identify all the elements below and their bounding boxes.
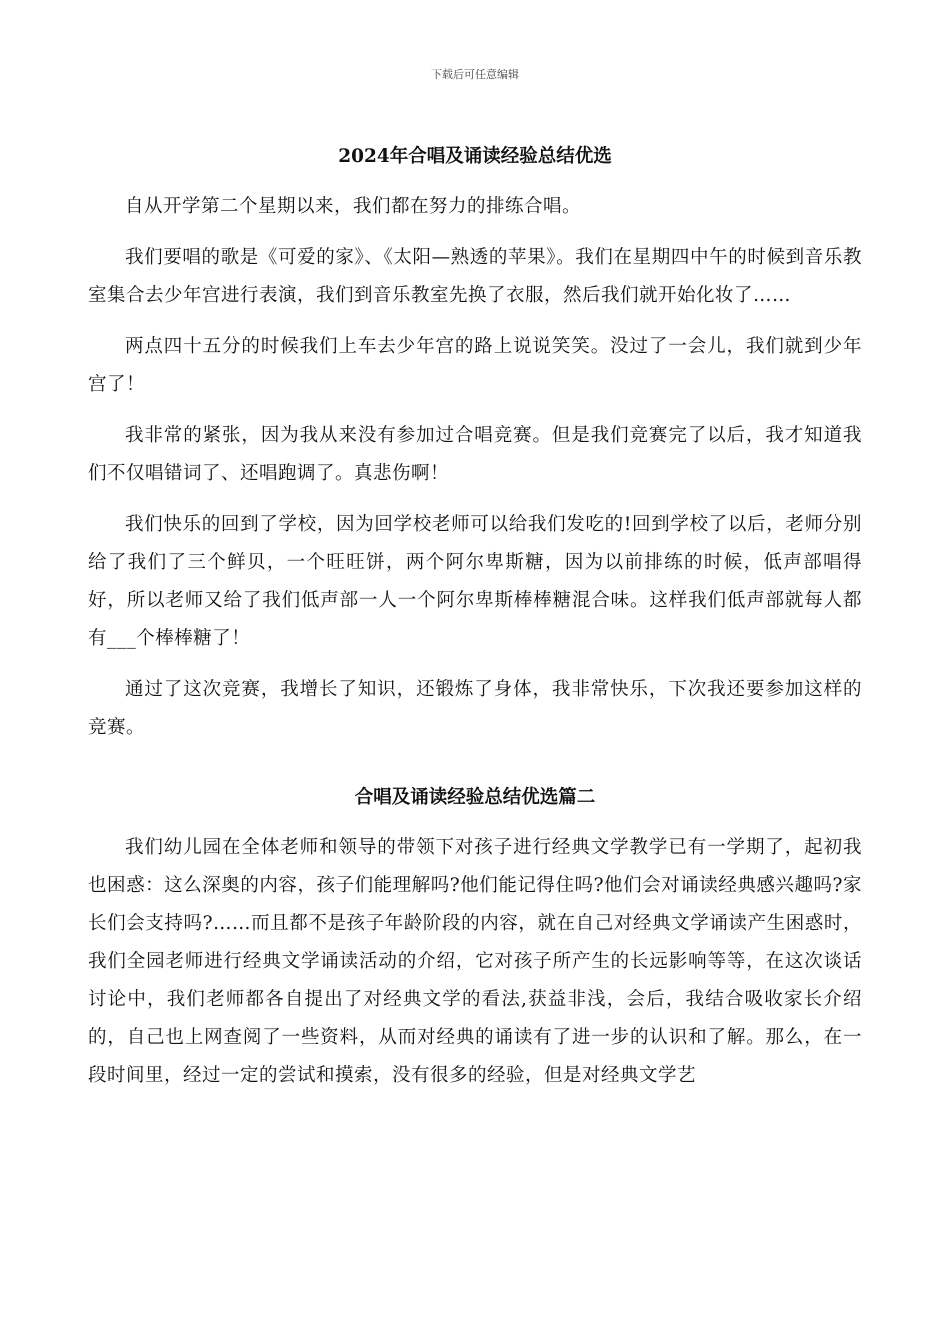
- paragraph: 我们幼儿园在全体老师和领导的带领下对孩子进行经典文学教学已有一学期了，起初我也困惑：这么深奥的内容，孩子们能理解吗?他们能记得住吗?他们会对诵读经典感兴趣吗?家长们会支持吗?……而且都不是孩子年龄阶段的内容，就在自己对经典文学诵读产生困惑时，我们全园老师进行经典文学诵读活动的介绍，它对孩子所产生的长远影响等等，在这次谈话讨论中，我们老师都各自提出了对经典文学的看法,获益非浅，会后，我结合吸收家长介绍的，自己也上网查阅了一些资料，从而对经典的诵读有了进一步的认识和了解。那么，在一段时间里，经过一定的尝试和摸索，没有很多的经验，但是对经典文学艺: [88, 837, 862, 1086]
- paragraph: 两点四十五分的时候我们上车去少年宫的路上说说笑笑。没过了一会儿，我们就到少年宫了！: [88, 336, 862, 395]
- section1-title: 2024年合唱及诵读经验总结优选: [338, 146, 612, 167]
- paragraph: 我非常的紧张，因为我从来没有参加过合唱竞赛。但是我们竞赛完了以后，我才知道我们不仅唱错词了、还唱跑调了。真悲伤啊！: [88, 425, 862, 484]
- paragraph: 我们要唱的歌是《可爱的家》、《太阳—熟透的苹果》。我们在星期四中午的时候到音乐教室集合去少年宫进行表演，我们到音乐教室先换了衣服，然后我们就开始化妆了……: [88, 247, 862, 306]
- header-note: 下载后可任意编辑: [431, 68, 519, 81]
- paragraph: 我们快乐的回到了学校，因为回学校老师可以给我们发吃的!回到学校了以后，老师分别给了我们了三个鲜贝，一个旺旺饼，两个阿尔卑斯糖，因为以前排练的时候，低声部唱得好，所以老师又给了我们低声部一人一个阿尔卑斯棒棒糖混合味。这样我们低声部就每人都有___个棒棒糖了！: [88, 514, 862, 649]
- paragraph: 自从开学第二个星期以来，我们都在努力的排练合唱。: [125, 196, 582, 217]
- paragraph: 通过了这次竞赛，我增长了知识，还锻炼了身体，我非常快乐，下次我还要参加这样的竞赛。: [88, 679, 862, 738]
- document-body: [88, 140, 862, 1108]
- section2-title: 合唱及诵读经验总结优选篇二: [354, 787, 596, 808]
